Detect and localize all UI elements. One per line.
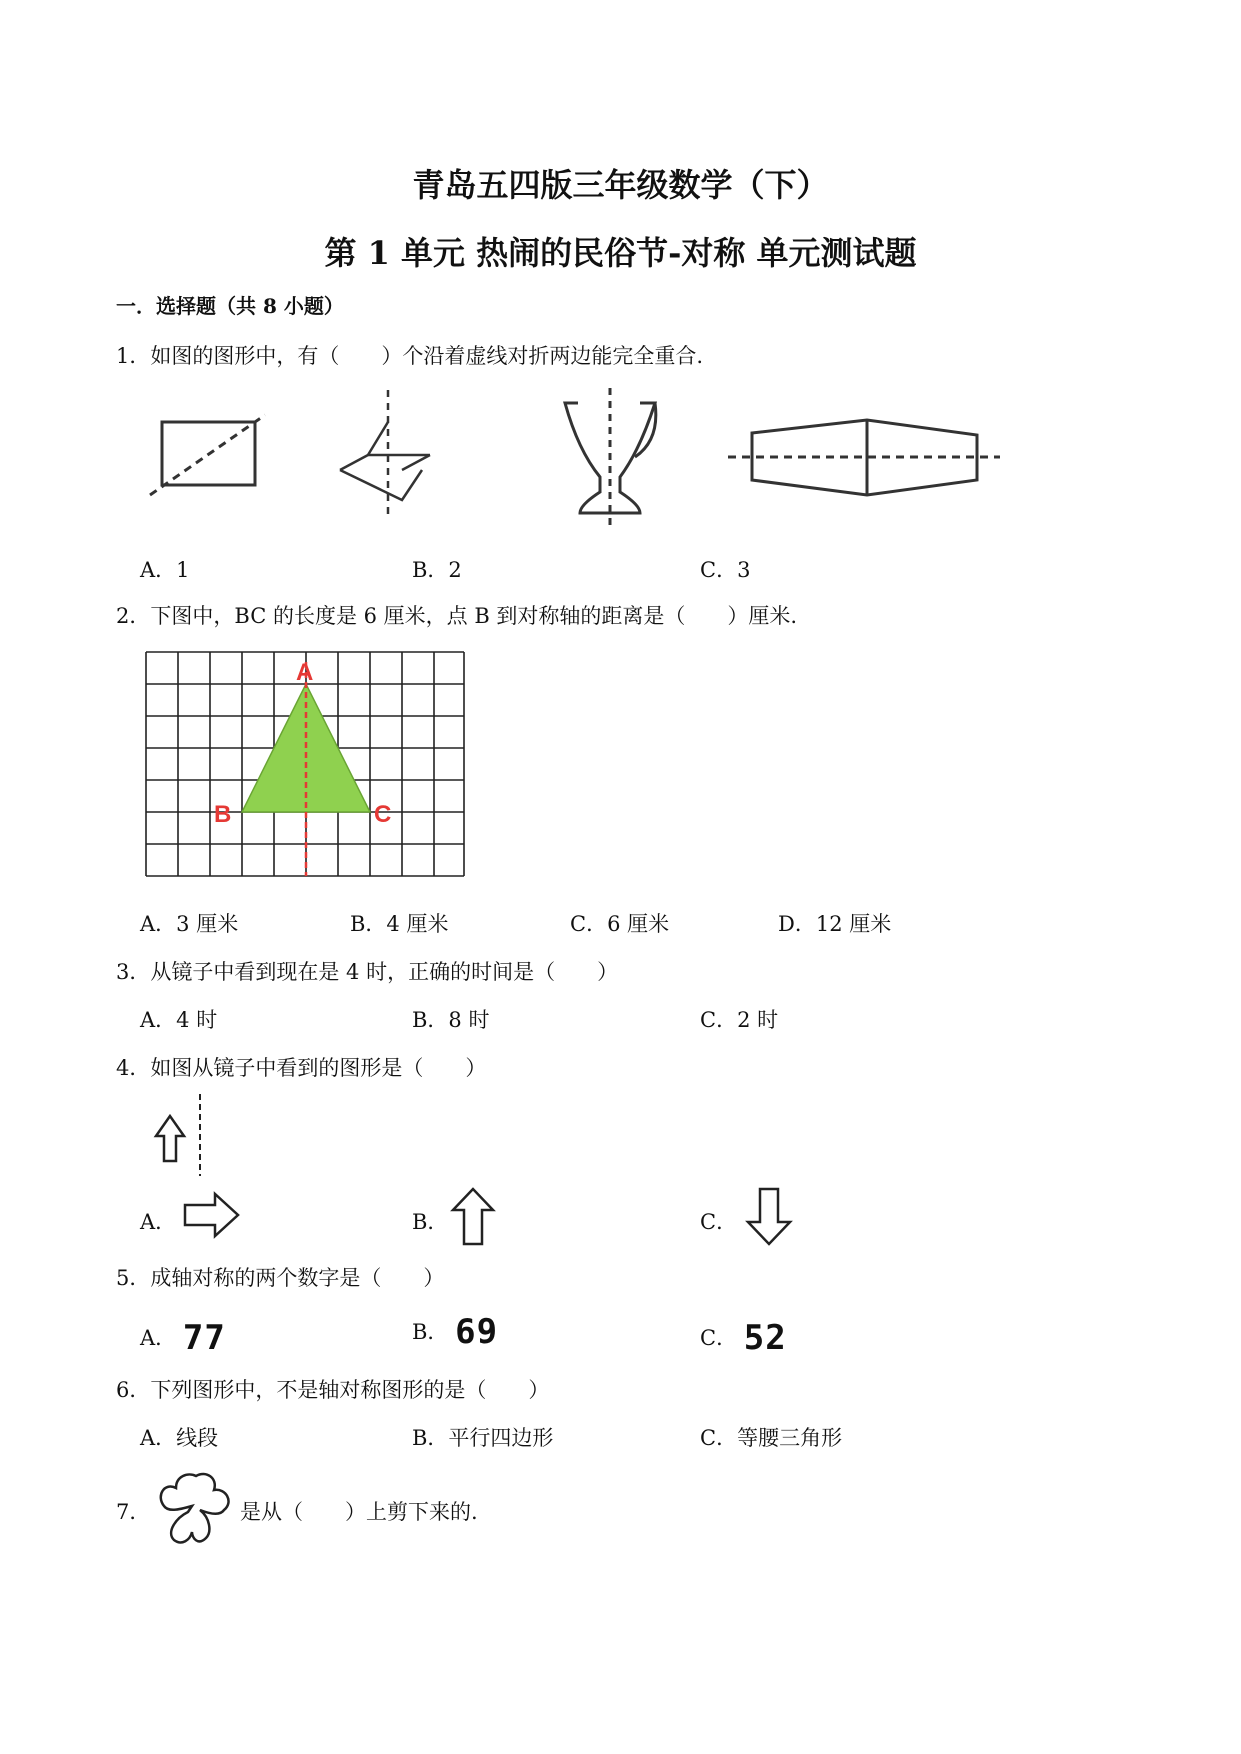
- question-text: 从镜子中看到现在是 4 时，正确的时间是（ ）: [150, 960, 619, 984]
- q2-option-a[interactable]: A．3 厘米: [140, 912, 239, 936]
- q2-option-c[interactable]: C．6 厘米: [570, 912, 670, 936]
- pinwheel-figure: [340, 390, 430, 520]
- trophy-figure: [565, 388, 656, 525]
- question-text: 下图中，BC 的长度是 6 厘米，点 B 到对称轴的距离是（ ）厘米.: [150, 604, 798, 628]
- question-number: 5．: [116, 1266, 151, 1290]
- q3-option-b[interactable]: B．8 时: [412, 1008, 490, 1032]
- question-5: [116, 1262, 444, 1292]
- option-label: C．: [700, 1210, 738, 1234]
- q6-option-c[interactable]: C．等腰三角形: [700, 1426, 843, 1450]
- label-b: B: [214, 801, 232, 828]
- label-a: A: [296, 659, 314, 686]
- q2-option-d[interactable]: D．12 厘米: [778, 912, 892, 936]
- digit-display: 77: [182, 1318, 226, 1358]
- question-1: [116, 340, 703, 370]
- q1-option-c[interactable]: C．3: [700, 558, 751, 582]
- q2-option-b[interactable]: B．4 厘米: [350, 912, 449, 936]
- up-arrow-icon: [448, 1186, 500, 1248]
- question-7-text: 是从（ ）上剪下来的.: [240, 1500, 478, 1524]
- up-arrow-icon: [156, 1116, 184, 1161]
- q2-grid-figure: [146, 652, 466, 878]
- question-7-number: 7．: [116, 1500, 151, 1524]
- q4-option-a[interactable]: [140, 1206, 176, 1236]
- q3-option-c[interactable]: C．2 时: [700, 1008, 779, 1032]
- q6-option-a[interactable]: A．线段: [140, 1426, 219, 1450]
- question-text: 成轴对称的两个数字是（ ）: [150, 1266, 445, 1290]
- option-label: B．: [412, 1210, 449, 1234]
- q1-option-b[interactable]: B．2: [412, 558, 462, 582]
- option-label: A．: [140, 1210, 177, 1234]
- option-label: C．: [700, 1326, 738, 1350]
- question-3: [116, 956, 618, 986]
- clover-cutout-figure: [148, 1466, 238, 1552]
- question-number: 4．: [116, 1056, 151, 1080]
- q4-arrow-mirror-figure: [146, 1092, 206, 1182]
- question-number: 2．: [116, 604, 151, 628]
- digit-display: 69: [455, 1312, 499, 1352]
- q4-option-b[interactable]: [412, 1206, 448, 1236]
- option-label: B．: [412, 1320, 449, 1344]
- question-text: 如图的图形中，有（ ）个沿着虚线对折两边能完全重合.: [150, 344, 704, 368]
- question-number: 6．: [116, 1378, 151, 1402]
- page-subtitle: 第 1 单元 热闹的民俗节-对称 单元测试题: [324, 234, 917, 272]
- rectangle-figure: [150, 415, 265, 495]
- question-4: [116, 1052, 486, 1082]
- option-label: A．: [140, 1326, 177, 1350]
- q5-option-b[interactable]: [412, 1312, 498, 1352]
- q1-figures: [140, 385, 1000, 535]
- down-arrow-icon: [744, 1186, 796, 1248]
- q3-option-a[interactable]: A．4 时: [140, 1008, 218, 1032]
- label-c: C: [374, 801, 392, 828]
- hexagon-figure: [728, 420, 1000, 495]
- page-title: 青岛五四版三年级数学（下）: [412, 166, 829, 204]
- q1-option-a[interactable]: A．1: [140, 558, 190, 582]
- q5-option-a[interactable]: [140, 1318, 226, 1358]
- digit-display: 52: [743, 1318, 787, 1358]
- question-text: 下列图形中，不是轴对称图形的是（ ）: [150, 1378, 550, 1402]
- question-6: [116, 1374, 549, 1404]
- q6-option-b[interactable]: B．平行四边形: [412, 1426, 554, 1450]
- question-number: 1．: [116, 344, 151, 368]
- question-text: 如图从镜子中看到的图形是（ ）: [150, 1056, 487, 1080]
- question-number: 3．: [116, 960, 151, 984]
- question-2: [116, 600, 797, 630]
- right-arrow-icon: [182, 1190, 244, 1240]
- q5-option-c[interactable]: [700, 1318, 787, 1358]
- q4-option-c[interactable]: [700, 1206, 737, 1236]
- section-heading: 一．选择题（共 8 小题）: [116, 294, 344, 318]
